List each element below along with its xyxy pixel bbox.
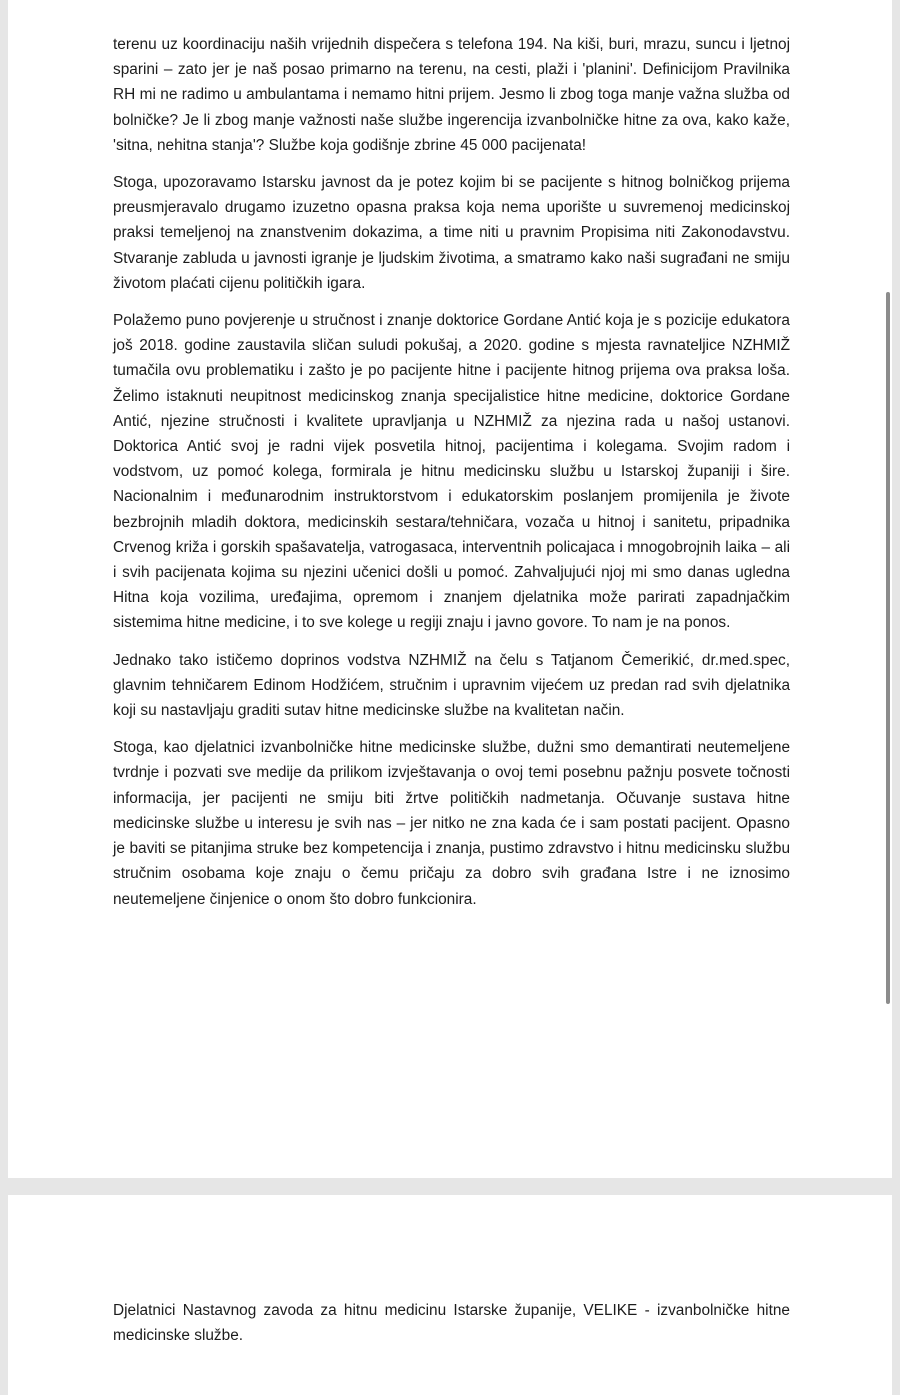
paragraph-public-warning: Stoga, upozoravamo Istarsku javnost da je potez kojim bi se pacijente s hitnog bolničkog prijema preusmjeravalo drugamo izuzetno opasna praksa koja nema uporište u suvremenoj medicinskoj praksi temeljenoj na znanstvenim dokazima, a time niti u pravnim Propisima niti Zakonodavstvu. Stvaranje zabluda u javnosti igranje je ljudskim životima, a smatramo kako naši sugrađani ne smiju životom plaćati cijenu političkih igara. (113, 174, 790, 292)
paragraph-trust-dr-antic: Polažemo puno povjerenje u stručnost i znanje doktorice Gordane Antić koja je s pozicije edukatora još 2018. godine zaustavila sličan suludi pokušaj, a 2020. godine s mjesta ravnateljice NZHMIŽ tumačila ovu problematiku i zašto je po pacijente hitne i pacijente hitnog prijema ova praksa loša. Želimo istaknuti neupitnost medicinskog znanja specijalistice hitne medicine, doktorice Gordane Antić, njezine stručnosti i kvalitete upravljanja u NZHMIŽ za njezina rada u našoj ustanovi. Doktorica Antić svoj je radni vijek posvetila hitnoj, pacijentima i kolegama. Svojim radom i vodstvom, uz pomoć kolega, formirala je hitnu medicinsku službu u Istarskoj županiji i šire. Nacionalnim i međunarodnim instruktorstvom i edukatorskim poslanjem promijenila je živote bezbrojnih mladih doktora, medicinskih sestara/tehničara, vozača u hitnoj i sanitetu, pripadnika Crvenog križa i gorskih spašavatelja, vatrogasaca, interventnih policajaca i mnogobrojnih laika – ali i svih pacijenata kojima su njezini učenici došli u pomoć. Zahvaljujući njoj mi smo danas ugledna Hitna koja vozilima, uređajima, opremom i znanjem djelatnika može parirati zapadnjačkim sistemima hitne medicine, i to sve kolege u regiji znaju i javno govore. To nam je na ponos. (113, 312, 790, 632)
page-1-text-body (113, 32, 790, 924)
document-page-1 (8, 0, 892, 1178)
paragraph-field-work: terenu uz koordinaciju naših vrijednih dispečera s telefona 194. Na kiši, buri, mrazu, suncu i ljetnoj sparini – zato jer je naš posao primarno na terenu, na cesti, plaži i 'planini'. Definicijom Pravilnika RH mi ne radimo u ambulantama i nemamo hitni prijem. Jesmo li zbog toga manje važna služba od bolničke? Je li zbog manje važnosti naše službe ingerencija izvanbolničke hitne za ova, kako kaže, 'sitna, nehitna stanja'? Službe koja godišnje zbrine 45 000 pacijenata! (113, 36, 790, 154)
signature-paragraph: Djelatnici Nastavnog zavoda za hitnu medicinu Istarske županije, VELIKE - izvanbolničke hitne medicinske službe. (113, 1302, 790, 1345)
scrollbar-thumb[interactable] (886, 292, 890, 1004)
page-2-text-body (113, 1298, 790, 1360)
document-page-2 (8, 1195, 892, 1395)
paragraph-leadership-contribution: Jednako tako ističemo doprinos vodstva NZHMIŽ na čelu s Tatjanom Čemerikić, dr.med.spec, glavnim tehničarem Edinom Hodžićem, stručnim i upravnim vijećem uz predan rad svih djelatnika koji su nastavljaju graditi sutav hitne medicinske službe na kvalitetan način. (113, 651, 790, 720)
paragraph-call-to-media: Stoga, kao djelatnici izvanbolničke hitne medicinske službe, dužni smo demantirati neutemeljene tvrdnje i pozvati sve medije da prilikom izvještavanja o ovoj temi posebnu pažnju posvete točnosti informacija, jer pacijenti ne smiju biti žrtve političkih nadmetanja. Očuvanje sustava hitne medicinske službe u interesu je svih nas – jer nitko ne zna kada će i sam postati pacijent. Opasno je baviti se pitanjima struke bez kompetencija i znanja, pustimo zdravstvo i hitnu medicinsku službu stručnim osobama koje znaju o čemu pričaju za dobro svih građana Istre i ne iznosimo neutemeljene činjenice o onom što dobro funkcionira. (113, 739, 790, 908)
